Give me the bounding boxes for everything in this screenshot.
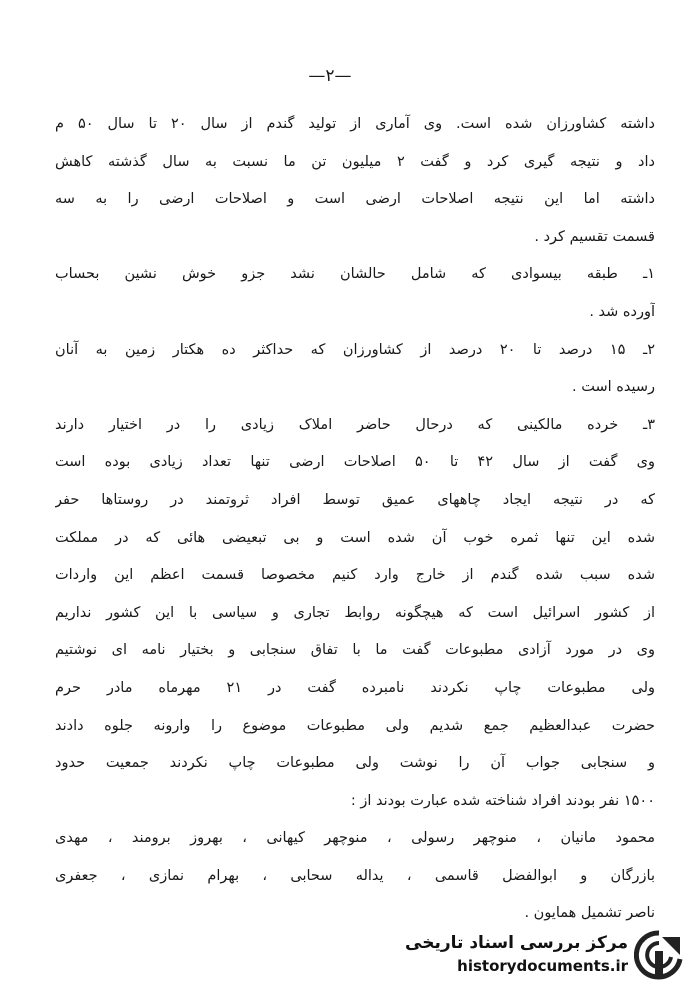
text-line: وی گفت از سال ۴۲ تا ۵۰ اصلاحات ارضی تنها تعداد زیادی بوده است xyxy=(55,454,655,471)
text-line: ۱۵۰۰ نفر بودند افراد شناخته شده عبارت بودند از : xyxy=(350,792,655,809)
text-line: رسیده است . xyxy=(572,379,655,396)
text-line: از کشور اسرائیل است که هیچگونه روابط تجاری و سیاسی با این کشور نداریم xyxy=(55,604,655,621)
text-line: ۱ـ طبقه بیسوادی که شامل حالشان نشد جزو خوش نشین بحساب xyxy=(55,266,655,283)
text-line: داشته اما این نتیجه اصلاحات ارضی است و اصلاحات ارضی را به سه xyxy=(55,191,655,208)
text-line: وی در مورد آزادی مطبوعات گفت ما با تفاق سنجابی و بختیار نامه ای نوشتیم xyxy=(55,642,655,659)
text-line: قسمت تقسیم کرد . xyxy=(534,228,655,245)
document-body xyxy=(55,106,655,933)
text-line: ۲ـ ۱۵ درصد تا ۲۰ درصد از کشاورزان که حداکثر ده هکتار زمین به آنان xyxy=(55,341,655,358)
text-line: حضرت عبدالعظیم جمع شدیم ولی مطبوعات موضوع را وارونه جلوه دادند xyxy=(55,717,655,734)
watermark-url: historydocuments.ir xyxy=(457,957,628,975)
text-line: و سنجابی جواب آن را نوشت ولی مطبوعات چاپ نکردند جمعیت حدود xyxy=(55,755,655,772)
text-line: داد و نتیجه گیری کرد و گفت ۲ میلیون تن ما نسبت به سال گذشته کاهش xyxy=(55,153,655,170)
text-line: شده سبب شده گندم از خارج وارد کنیم مخصوصا قسمت اعظم این واردات xyxy=(55,567,655,584)
text-line: ۳ـ خرده مالکینی که درحال حاضر املاک زیادی را در اختیار دارند xyxy=(55,416,655,433)
text-line: ولی مطبوعات چاپ نکردند نامبرده گفت در ۲۱ مهرماه مادر حرم xyxy=(55,679,655,696)
text-line: که در نتیجه ایجاد چاههای عمیق توسط افراد ثروتمند در روستاها حفر xyxy=(55,491,655,508)
text-line: شده این تنها ثمره خوب آن شده است و بی تبعیضی هائی که در مملکت xyxy=(55,529,655,546)
watermark xyxy=(400,925,690,985)
archive-logo-icon xyxy=(634,929,684,981)
text-line: داشته کشاورزان شده است. وی آماری از تولید گندم از سال ۲۰ تا سال ۵۰ م xyxy=(55,116,655,132)
text-line: آورده شد . xyxy=(589,303,655,320)
watermark-title: مرکز بررسی اسناد تاریخی xyxy=(405,933,628,953)
text-line: ناصر تشمیل همایون . xyxy=(524,905,655,922)
text-line: محمود مانیان ، منوچهر رسولی ، منوچهر کیهانی ، بهروز برومند ، مهدی xyxy=(55,830,655,847)
page-number: —۲— xyxy=(308,66,352,86)
text-line: بازرگان و ابوالفضل قاسمی ، یداله سحابی ، بهرام نمازی ، جعفری xyxy=(55,867,655,884)
